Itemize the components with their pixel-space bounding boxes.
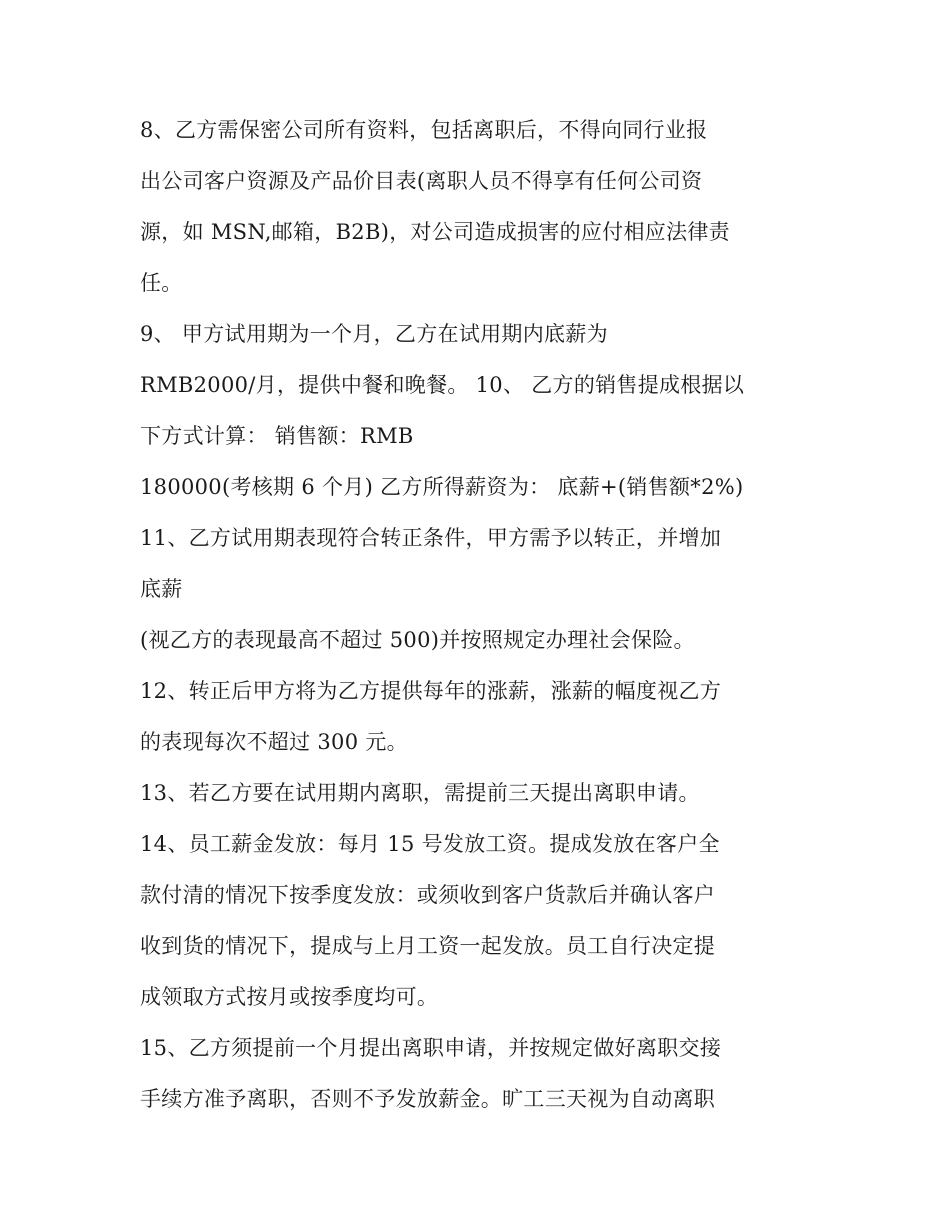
text-line: 14、员工薪金发放：每月 15 号发放工资。提成发放在客户全 xyxy=(140,832,720,856)
text-line: 源，如 MSN,邮箱，B2B)，对公司造成损害的应付相应法律责 xyxy=(140,220,730,244)
text-line: 底薪 xyxy=(140,577,183,601)
text-line: 8、乙方需保密公司所有资料，包括离职后，不得向同行业报 xyxy=(140,118,708,142)
text-line: RMB2000/月，提供中餐和晚餐。 10、 乙方的销售提成根据以 xyxy=(140,373,745,397)
text-line: 任。 xyxy=(140,271,183,295)
contract-text-body xyxy=(140,110,840,1130)
text-line: (视乙方的表现最高不超过 500)并按照规定办理社会保险。 xyxy=(140,628,695,652)
text-line: 11、乙方试用期表现符合转正条件，甲方需予以转正，并增加 xyxy=(140,526,722,550)
text-line: 12、转正后甲方将为乙方提供每年的涨薪，涨薪的幅度视乙方 xyxy=(140,679,722,703)
text-line: 出公司客户资源及产品价目表(离职人员不得享有任何公司资 xyxy=(140,169,703,193)
text-line: 13、若乙方要在试用期内离职，需提前三天提出离职申请。 xyxy=(140,781,700,805)
text-line: 15、乙方须提前一个月提出离职申请，并按规定做好离职交接 xyxy=(140,1036,722,1060)
text-line: 成领取方式按月或按季度均可。 xyxy=(140,985,439,1009)
text-line: 手续方准予离职，否则不予发放薪金。旷工三天视为自动离职 xyxy=(140,1087,716,1111)
text-line: 收到货的情况下，提成与上月工资一起发放。员工自行决定提 xyxy=(140,934,716,958)
text-line: 下方式计算： 销售额：RMB xyxy=(140,424,414,448)
text-line: 9、 甲方试用期为一个月，乙方在试用期内底薪为 xyxy=(140,322,608,346)
text-line: 180000(考核期 6 个月) 乙方所得薪资为： 底薪+(销售额*2%) xyxy=(140,475,744,499)
text-line: 款付清的情况下按季度发放：或须收到客户货款后并确认客户 xyxy=(140,883,716,907)
text-line: 的表现每次不超过 300 元。 xyxy=(140,730,408,754)
